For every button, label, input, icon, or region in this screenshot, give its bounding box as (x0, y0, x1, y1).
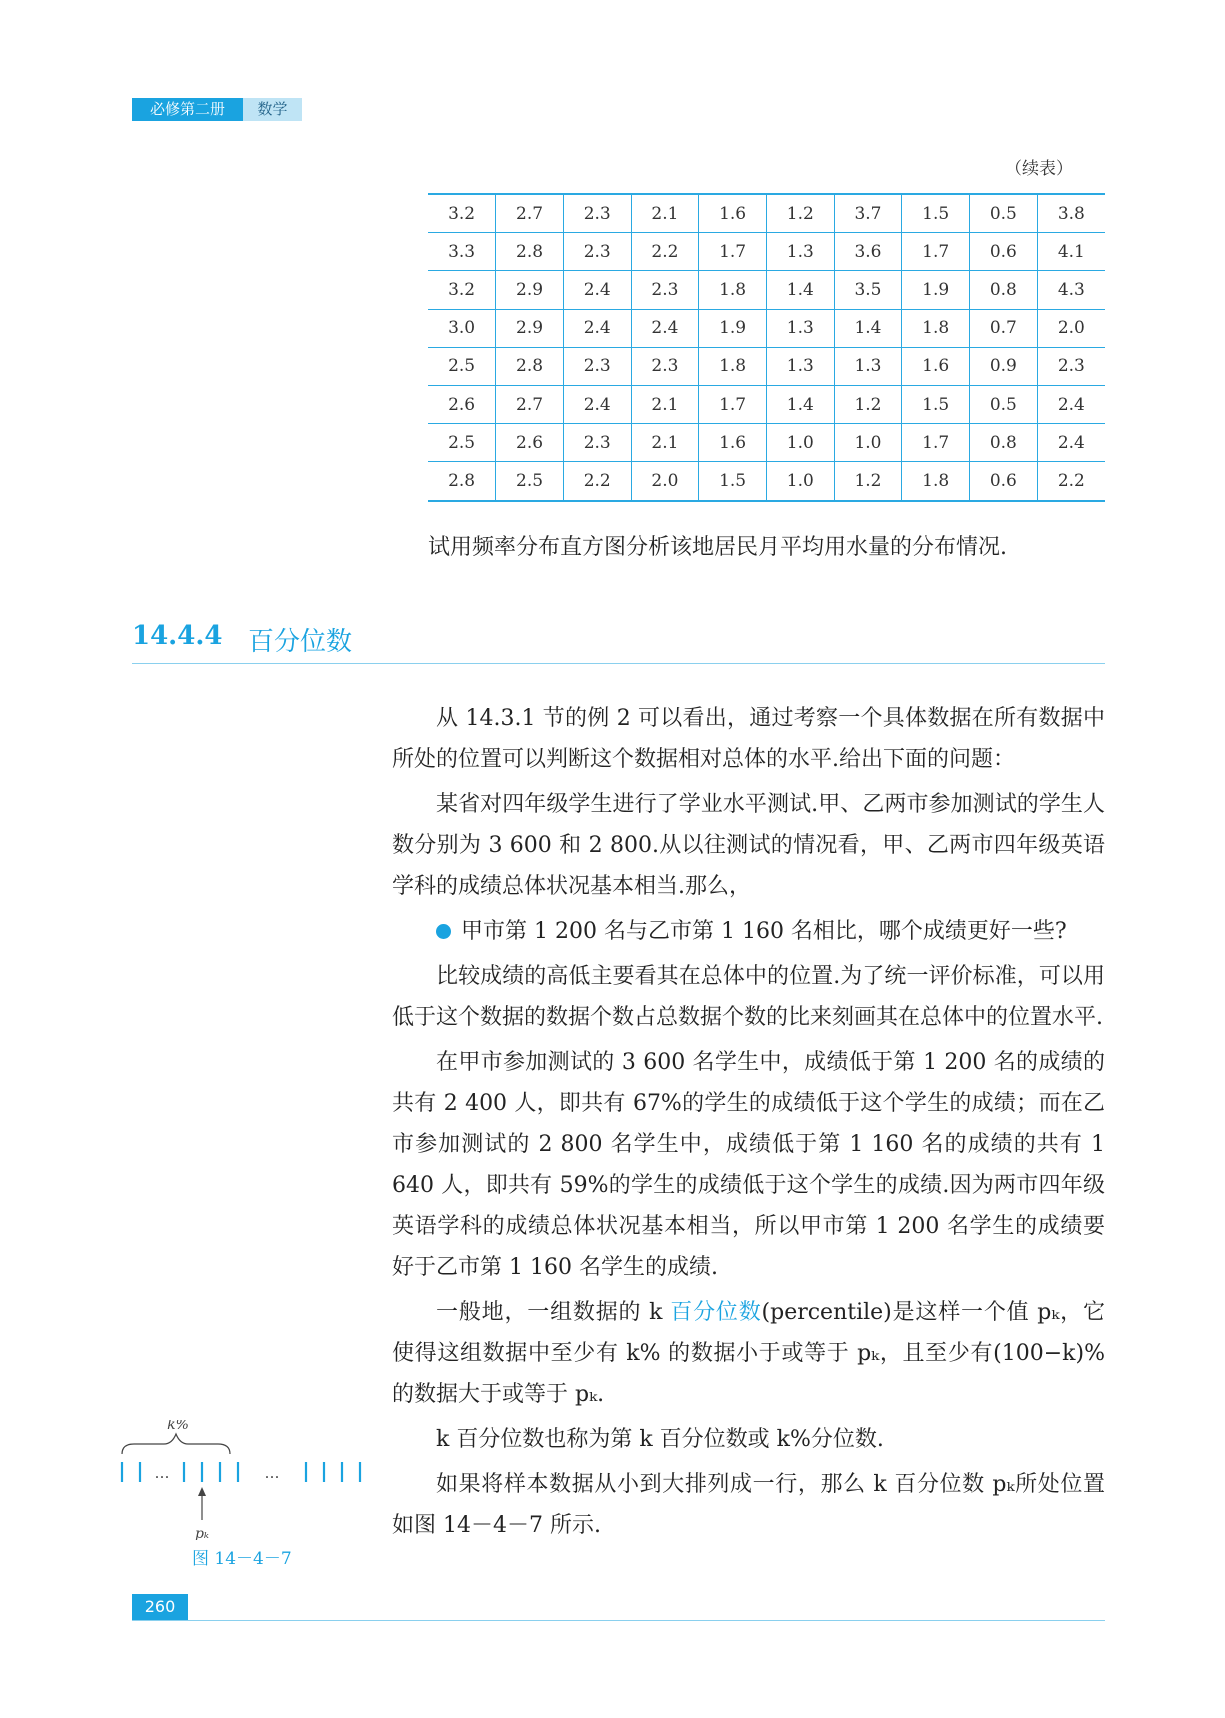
table-cell: 2.8 (496, 347, 564, 385)
table-cell: 2.4 (1037, 424, 1105, 462)
table-cell: 2.2 (563, 462, 631, 501)
k-percent-label: k% (167, 1420, 189, 1433)
table-cell: 2.0 (631, 462, 699, 501)
table-cell: 2.3 (563, 424, 631, 462)
percentile-diagram (112, 1420, 382, 1540)
table-cell: 1.7 (699, 385, 767, 423)
table-cell: 1.5 (902, 385, 970, 423)
table-cell: 2.2 (631, 233, 699, 271)
table-cell: 1.3 (766, 347, 834, 385)
table-cell: 1.0 (766, 462, 834, 501)
definition-text-b: (percentile)是这样一个值 pₖ，它使得这组数据中至少有 k% 的数据小于或等于 pₖ，且至少有(100−k)%的数据大于或等于 pₖ. (392, 1300, 1105, 1407)
table-cell: 2.0 (1037, 309, 1105, 347)
ellipsis: … (264, 1464, 280, 1482)
table-row (428, 309, 1105, 347)
table-cell: 1.2 (766, 194, 834, 233)
table-cell: 1.4 (766, 271, 834, 309)
table-cell: 0.7 (970, 309, 1038, 347)
table-cell: 3.0 (428, 309, 496, 347)
table-cell: 4.3 (1037, 271, 1105, 309)
table-cell: 1.3 (834, 347, 902, 385)
table-cell: 4.1 (1037, 233, 1105, 271)
table-cell: 0.6 (970, 233, 1038, 271)
figure-caption: 图 14－4－7 (192, 1549, 292, 1569)
table-cell: 1.8 (699, 347, 767, 385)
paragraph: 比较成绩的高低主要看其在总体中的位置.为了统一评价标准，可以用低于这个数据的数据个数占总数据个数的比来刻画其在总体中的位置水平. (392, 964, 1105, 1030)
table-cell: 2.3 (563, 233, 631, 271)
table-cell: 0.9 (970, 347, 1038, 385)
table-cell: 1.6 (699, 424, 767, 462)
section-heading (132, 617, 1105, 664)
table-cell: 3.6 (834, 233, 902, 271)
table-continued-label: （续表） (1005, 159, 1073, 179)
table-cell: 2.9 (496, 309, 564, 347)
definition-text-a: 一般地，一组数据的 k (436, 1300, 671, 1325)
table-cell: 2.8 (448, 470, 476, 491)
table-cell: 0.8 (970, 271, 1038, 309)
exercise-prompt: 试用频率分布直方图分析该地居民月平均用水量的分布情况. (428, 535, 1007, 560)
book-label: 必修第二册 (132, 98, 243, 121)
table-cell: 2.4 (563, 271, 631, 309)
table-row (428, 462, 1105, 501)
table-cell: 2.4 (631, 309, 699, 347)
table-cell: 1.5 (699, 462, 767, 501)
table-row (428, 233, 1105, 271)
table-row (428, 347, 1105, 385)
table-cell: 1.9 (902, 271, 970, 309)
table-cell: 2.4 (563, 385, 631, 423)
key-term: 百分位数 (670, 1300, 762, 1325)
table-row (428, 194, 1105, 233)
table-cell: 3.3 (428, 233, 496, 271)
table-cell: 1.4 (834, 309, 902, 347)
table-cell: 2.2 (1037, 462, 1105, 501)
table-cell: 0.5 (970, 194, 1038, 233)
table-cell: 2.3 (631, 271, 699, 309)
table-cell: 1.0 (766, 424, 834, 462)
table-cell: 2.7 (496, 385, 564, 423)
table-cell: 1.2 (834, 462, 902, 501)
pk-label: pₖ (194, 1526, 210, 1540)
table-cell: 2.3 (631, 347, 699, 385)
running-header (132, 98, 302, 121)
table-cell: 2.9 (496, 271, 564, 309)
paragraph: 在甲市参加测试的 3 600 名学生中，成绩低于第 1 200 名的成绩的共有 2 400 人，即共有 67%的学生的成绩低于这个学生的成绩；而在乙市参加测试的 2 800 名学生中，成绩低于第 1 160 名的成绩的共有 1 640 人，即共有 59%的学生的成绩低于这个学生的成绩.因为两市四年级英语学科的成绩总体状况基本相当，所以甲市第 1 200 名学生的成绩要好于乙市第 1 160 名学生的成绩. (392, 1050, 1105, 1280)
table-cell: 2.1 (631, 194, 699, 233)
percentile-figure (112, 1420, 382, 1569)
table-cell: 3.2 (428, 271, 496, 309)
paragraph: 如果将样本数据从小到大排列成一行，那么 k 百分位数 pₖ所处位置如图 14－4－7 所示. (392, 1472, 1105, 1538)
table-cell: 1.5 (902, 194, 970, 233)
section-number: 14.4.4 (132, 621, 223, 651)
table-cell: 1.8 (699, 271, 767, 309)
water-usage-table (428, 193, 1105, 502)
table-cell: 2.8 (496, 233, 564, 271)
section-title: 百分位数 (248, 627, 353, 657)
table-cell: 0.5 (970, 385, 1038, 423)
table-cell: 2.7 (496, 194, 564, 233)
ellipsis: … (154, 1464, 170, 1482)
table-cell: 1.2 (834, 385, 902, 423)
table-row (428, 385, 1105, 423)
table-cell: 1.7 (699, 233, 767, 271)
table-cell: 2.5 (496, 462, 564, 501)
table-cell: 1.9 (699, 309, 767, 347)
table-cell: 2.4 (563, 309, 631, 347)
paragraph: 某省对四年级学生进行了学业水平测试.甲、乙两市参加测试的学生人数分别为 3 600 和 2 800.从以往测试的情况看，甲、乙两市四年级英语学科的成绩总体状况基本相当.那么， (392, 792, 1105, 899)
subject-label: 数学 (243, 98, 302, 121)
table-cell: 2.6 (428, 385, 496, 423)
table-cell: 2.4 (1037, 385, 1105, 423)
table-cell: 2.3 (563, 347, 631, 385)
table-cell: 1.3 (766, 233, 834, 271)
definition-paragraph (392, 1292, 1105, 1415)
table-cell: 1.8 (902, 309, 970, 347)
question-text: 甲市第 1 200 名与乙市第 1 160 名相比，哪个成绩更好一些? (461, 919, 1067, 944)
body-text (392, 698, 1105, 1550)
bullet-dot-icon (436, 924, 451, 939)
table-row (428, 424, 1105, 462)
table-cell: 3.5 (834, 271, 902, 309)
brace-icon (122, 1434, 230, 1454)
table-cell: 2.6 (496, 424, 564, 462)
table-cell: 1.6 (699, 194, 767, 233)
table-cell: 2.1 (631, 385, 699, 423)
table-cell: 2.5 (428, 424, 496, 462)
table-cell: 1.6 (902, 347, 970, 385)
page-number: 260 (132, 1594, 188, 1620)
table-cell: 1.7 (902, 233, 970, 271)
table-cell: 3.7 (834, 194, 902, 233)
question-item (392, 911, 1105, 952)
table-cell: 3.2 (428, 194, 496, 233)
table-cell: 2.1 (631, 424, 699, 462)
table-cell: 3.8 (1037, 194, 1105, 233)
table-cell: 2.3 (1037, 347, 1105, 385)
table-cell: 1.0 (834, 424, 902, 462)
table-cell: 2.5 (428, 347, 496, 385)
paragraph: k 百分位数也称为第 k 百分位数或 k%分位数. (436, 1427, 884, 1452)
table-cell: 0.8 (970, 424, 1038, 462)
paragraph: 从 14.3.1 节的例 2 可以看出，通过考察一个具体数据在所有数据中所处的位置可以判断这个数据相对总体的水平.给出下面的问题： (392, 706, 1105, 772)
table-cell: 1.3 (766, 309, 834, 347)
table-cell: 1.7 (902, 424, 970, 462)
table-cell: 1.8 (902, 462, 970, 501)
arrow-head-icon (198, 1487, 206, 1496)
table-cell: 1.4 (766, 385, 834, 423)
page-footer (132, 1594, 1105, 1621)
table-row (428, 271, 1105, 309)
table-cell: 0.6 (970, 462, 1038, 501)
table-cell: 2.3 (563, 194, 631, 233)
